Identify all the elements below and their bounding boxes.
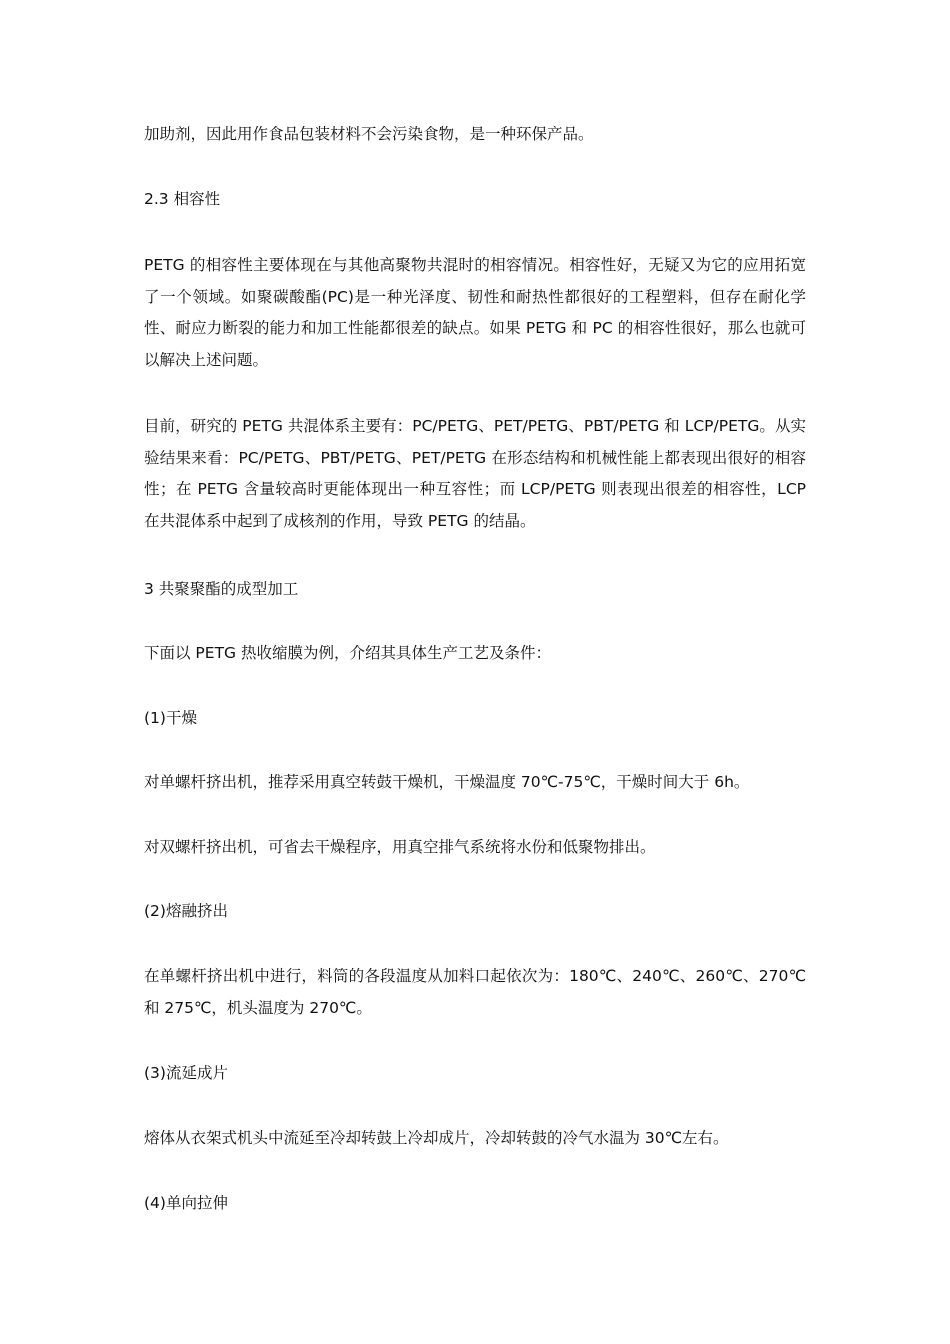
- paragraph-casting: 熔体从衣架式机头中流延至冷却转鼓上冷却成片，冷却转鼓的冷气水温为 30℃左右。: [144, 1129, 729, 1147]
- paragraph-compatibility: PETG 的相容性主要体现在与其他高聚物共混时的相容情况。相容性好，无疑又为它的应用拓宽了一个领域。如聚碳酸酯(PC)是一种光泽度、韧性和耐热性都很好的工程塑料，但存在耐化学性、耐应力断裂的能力和加工性能都很差的缺点。如果 PETG 和 PC 的相容性很好，那么也就可以解决上述问题。: [144, 256, 806, 369]
- section-heading-2-3: 2.3 相容性: [144, 190, 221, 208]
- section-heading-3: 3 共聚聚酯的成型加工: [144, 580, 299, 598]
- paragraph-blend-systems: 目前，研究的 PETG 共混体系主要有：PC/PETG、PET/PETG、PBT/PETG 和 LCP/PETG。从实验结果来看：PC/PETG、PBT/PETG、PET/PETG 在形态结构和机械性能上都表现出很好的相容性；在 PETG 含量较高时更能体现出一种互容性；而 LCP/PETG 则表现出很差的相容性，LCP 在共混体系中起到了成核剂的作用，导致 PETG 的结晶。: [144, 417, 806, 530]
- paragraph-intro: 下面以 PETG 热收缩膜为例，介绍其具体生产工艺及条件：: [144, 644, 551, 662]
- paragraph-single-screw-drying: 对单螺杆挤出机，推荐采用真空转鼓干燥机，干燥温度 70℃-75℃，干燥时间大于 6h。: [144, 773, 750, 791]
- step-heading-casting: (3)流延成片: [144, 1064, 228, 1082]
- paragraph-extrusion-temps: 在单螺杆挤出机中进行，料筒的各段温度从加料口起依次为：180℃、240℃、260℃、270℃和 275℃，机头温度为 270℃。: [144, 967, 806, 1017]
- step-heading-drying: (1)干燥: [144, 709, 197, 727]
- step-heading-uniaxial-stretch: (4)单向拉伸: [144, 1194, 228, 1212]
- paragraph-continuation: 加助剂，因此用作食品包装材料不会污染食物，是一种环保产品。: [144, 125, 594, 143]
- step-heading-melt-extrusion: (2)熔融挤出: [144, 902, 228, 920]
- paragraph-twin-screw: 对双螺杆挤出机，可省去干燥程序，用真空排气系统将水份和低聚物排出。: [144, 838, 656, 856]
